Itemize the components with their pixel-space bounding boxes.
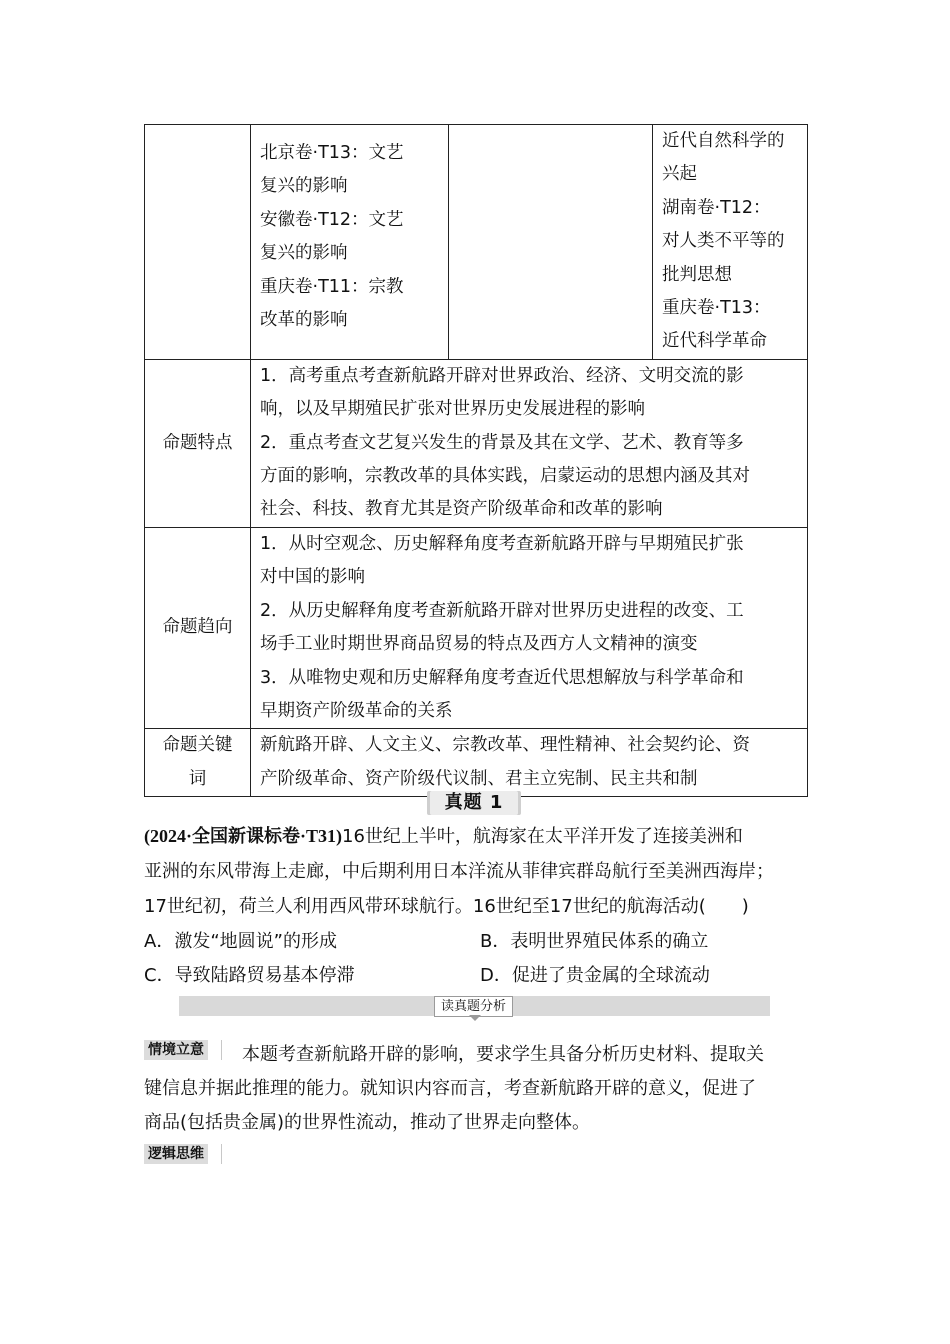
row-content [251,729,808,797]
text-line: 本题考查新航路开辟的影响，要求学生具备分析历史材料、提取关 [242,1044,764,1065]
question-stem [144,819,824,924]
text-line [144,819,824,854]
section-badge: 真题 1 [430,791,518,815]
row-label [145,729,251,797]
table-row [145,527,808,728]
text-line: 北京卷·T13：文艺 [260,143,404,163]
text-line: 3．从唯物史观和历史解释角度考查近代思想解放与科学革命和 [260,667,744,688]
table-cell-empty [449,125,653,360]
table-cell-empty [145,125,251,360]
text-line: 新航路开辟、人文主义、宗教改革、理性精神、社会契约论、资 [260,735,750,756]
text-line: 1．从时空观念、历史解释角度考查新航路开辟与早期殖民扩张 [260,533,744,554]
divider-label: 读真题分析 [434,996,513,1017]
tag-bracket [215,1144,222,1164]
text-line: 重庆卷·T11：宗教 [260,276,404,297]
text-line: 对人类不平等的 [662,231,785,252]
text-line: 命题关键 [162,735,233,756]
text-line: 商品(包括贵金属)的世界性流动，推动了世界走向整体。 [144,1112,591,1133]
table-row-top [145,125,808,360]
text-line: 对中国的影响 [260,567,365,588]
question-text: 16世纪上半叶，航海家在太平洋开发了连接美洲和 [342,826,743,847]
text-line: 湖南卷·T12： [662,197,771,218]
text-line: 安徽卷·T12：文艺 [260,209,404,230]
table-row [145,729,808,797]
option-d: D．促进了贵金属的全球流动 [480,965,710,986]
text-line: 2．从历史解释角度考查新航路开辟对世界历史进程的改变、工 [260,600,744,621]
table-cell-exam-refs [653,125,808,360]
option-a: A．激发“地圆说”的形成 [144,931,337,952]
text-line: 词 [188,768,207,789]
text-line: 产阶级革命、资产阶级代议制、君主立宪制、民主共和制 [260,768,698,789]
text-line: 键信息并据此推理的能力。就知识内容而言，考查新航路开辟的意义，促进了 [144,1078,756,1099]
text-line: 亚洲的东风带海上走廊，中后期利用日本洋流从菲律宾群岛航行至美洲西海岸； [144,861,774,882]
logic-tag: 逻辑思维 [144,1144,208,1164]
text-line: 改革的影响 [260,310,348,331]
text-line: 批判思想 [662,264,732,285]
row-label: 命题特点 [145,359,251,527]
text-line: 复兴的影响 [260,243,348,264]
text-line: 复兴的影响 [260,176,348,197]
text-line: 方面的影响，宗教改革的具体实践，启蒙运动的思想内涵及其对 [260,466,750,487]
text-line: 1．高考重点考查新航路开辟对世界政治、经济、文明交流的影 [260,365,744,386]
exam-analysis-table [144,124,808,797]
table-cell-exam-refs [251,125,449,360]
text-line: 17世纪初，荷兰人利用西风带环球航行。16世纪至17世纪的航海活动( ) [144,896,749,917]
text-line: 响，以及早期殖民扩张对世界历史发展进程的影响 [260,399,645,420]
text-line: 重庆卷·T13： [662,298,771,319]
table-row [145,359,808,527]
text-line: 早期资产阶级革命的关系 [260,700,453,721]
text-line: 兴起 [662,164,697,185]
row-content [251,527,808,728]
row-label: 命题趋向 [145,527,251,728]
text-line: 2．重点考查文艺复兴发生的背景及其在文学、艺术、教育等多 [260,432,744,453]
text-line: 场手工业时期世界商品贸易的特点及西方人文精神的演变 [260,634,698,655]
divider-pointer [469,1015,481,1021]
analysis-paragraph [144,1038,814,1140]
option-b: B．表明世界殖民体系的确立 [480,931,709,952]
text-line: 近代自然科学的 [662,131,785,151]
question-source: (2024·全国新课标卷·T31) [144,826,342,846]
text-line: 社会、科技、教育尤其是资产阶级革命和改革的影响 [260,499,663,520]
option-c: C．导致陆路贸易基本停滞 [144,965,355,986]
row-content [251,359,808,527]
text-line: 近代科学革命 [662,331,767,352]
context-tag: 情境立意 [144,1040,208,1060]
